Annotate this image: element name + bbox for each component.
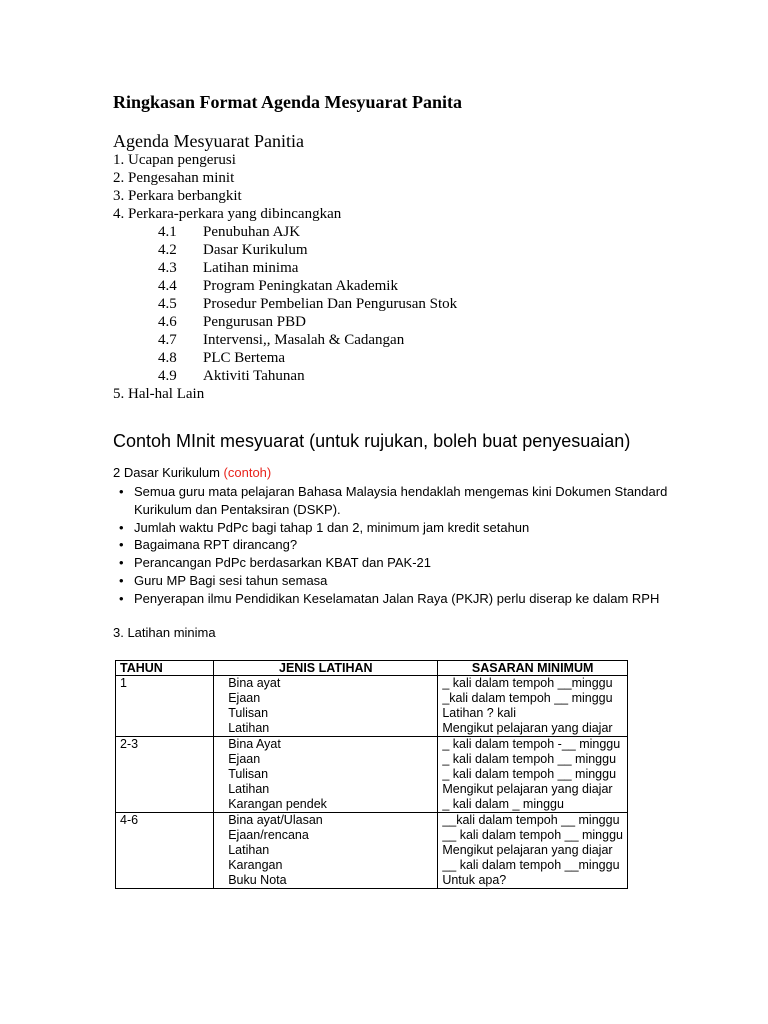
agenda-item: 4. Perkara-perkara yang dibincangkan <box>113 206 342 222</box>
cell-line: Mengikut pelajaran yang diajar <box>442 721 613 735</box>
agenda-sub-text: Dasar Kurikulum <box>203 242 308 258</box>
cell-line: Untuk apa? <box>442 873 507 887</box>
agenda-sub-number: 4.2 <box>158 242 177 258</box>
cell-line: Bina Ayat <box>228 737 281 751</box>
cell-line: _ kali dalam _ minggu <box>442 797 564 811</box>
document-title: Ringkasan Format Agenda Mesyuarat Panita <box>113 92 463 112</box>
header-sasaran-minimum: SASARAN MINIMUM <box>438 661 628 676</box>
agenda-sub-text: Intervensi,, Masalah & Cadangan <box>203 332 405 348</box>
cell-line: Latihan <box>228 721 270 735</box>
cell-line: Ejaan <box>228 752 261 766</box>
bullet-item: • Penyerapan ilmu Pendidikan Keselamatan Jalan Raya (PKJR) perlu diserap ke dalam RPH <box>113 590 673 608</box>
agenda-sub-text: Penubuhan AJK <box>203 224 301 240</box>
agenda-sub-item <box>113 313 457 331</box>
cell-jenis <box>214 737 438 813</box>
agenda-sub-text: PLC Bertema <box>203 350 286 366</box>
cell-line: Bina ayat <box>228 676 281 690</box>
cell-line: Tulisan <box>228 767 269 781</box>
agenda-sub-number: 4.9 <box>158 368 177 384</box>
cell-jenis <box>214 676 438 737</box>
bullet-item: • Bagaimana RPT dirancang? <box>113 536 673 554</box>
agenda-item: 2. Pengesahan minit <box>113 170 235 186</box>
agenda-sub-text: Pengurusan PBD <box>203 314 306 330</box>
agenda-sub-number: 4.3 <box>158 260 177 276</box>
agenda-item: 1. Ucapan pengerusi <box>113 152 236 168</box>
cell-line: Latihan <box>228 782 270 796</box>
section-2-title: 2 Dasar Kurikulum <box>113 465 224 480</box>
agenda-sub-text: Prosedur Pembelian Dan Pengurusan Stok <box>203 296 458 312</box>
cell-line: Buku Nota <box>228 873 287 887</box>
agenda-list <box>113 151 457 403</box>
table-row <box>116 813 628 889</box>
agenda-sub-text: Aktiviti Tahunan <box>203 368 305 384</box>
table-row <box>116 737 628 813</box>
agenda-sub-text: Latihan minima <box>203 260 299 276</box>
cell-sasaran <box>438 813 628 889</box>
cell-line: __ kali dalam tempoh __minggu <box>442 858 620 872</box>
section-2-heading <box>113 465 271 480</box>
header-tahun: TAHUN <box>116 661 214 676</box>
minit-heading: Contoh MInit mesyuarat (untuk rujukan, boleh buat penyesuaian) <box>113 431 631 451</box>
cell-line: __ kali dalam tempoh __ minggu <box>442 828 623 842</box>
section-3-heading: 3. Latihan minima <box>113 625 216 640</box>
agenda-sub-item <box>113 349 457 367</box>
cell-tahun: 2-3 <box>116 737 214 813</box>
cell-line: _ kali dalam tempoh __ minggu <box>442 752 617 766</box>
agenda-item: 3. Perkara berbangkit <box>113 188 242 204</box>
cell-line: __kali dalam tempoh __ minggu <box>442 813 620 827</box>
agenda-sub-item <box>113 223 457 241</box>
table-header-row <box>116 661 628 676</box>
bullet-item: • Guru MP Bagi sesi tahun semasa <box>113 572 673 590</box>
agenda-sub-item <box>113 331 457 349</box>
latihan-table <box>115 660 628 889</box>
bullet-item: • Semua guru mata pelajaran Bahasa Malaysia hendaklah mengemas kini Dokumen Standard Kurikulum dan Pentaksiran (DSKP). <box>113 483 673 519</box>
cell-line: Latihan ? kali <box>442 706 516 720</box>
agenda-sub-number: 4.1 <box>158 224 177 240</box>
agenda-sub-number: 4.8 <box>158 350 177 366</box>
header-jenis-latihan: JENIS LATIHAN <box>214 661 438 676</box>
bullet-item: • Perancangan PdPc berdasarkan KBAT dan PAK-21 <box>113 554 673 572</box>
agenda-item: 5. Hal-hal Lain <box>113 386 205 402</box>
cell-line: Ejaan/rencana <box>228 828 309 842</box>
cell-sasaran <box>438 676 628 737</box>
agenda-sub-item <box>113 367 457 385</box>
cell-line: Mengikut pelajaran yang diajar <box>442 843 613 857</box>
agenda-sub-text: Program Peningkatan Akademik <box>203 278 398 294</box>
cell-line: _kali dalam tempoh __ minggu <box>442 691 613 705</box>
cell-line: _ kali dalam tempoh -__ minggu <box>442 737 621 751</box>
cell-jenis <box>214 813 438 889</box>
agenda-sub-number: 4.7 <box>158 332 177 348</box>
agenda-sub-item <box>113 241 457 259</box>
cell-tahun: 4-6 <box>116 813 214 889</box>
bullet-item: • Jumlah waktu PdPc bagi tahap 1 dan 2, minimum jam kredit setahun <box>113 519 673 537</box>
agenda-sub-number: 4.5 <box>158 296 177 312</box>
agenda-sub-item <box>113 277 457 295</box>
cell-line: _ kali dalam tempoh __minggu <box>442 676 613 690</box>
cell-line: Bina ayat/Ulasan <box>228 813 323 827</box>
cell-sasaran <box>438 737 628 813</box>
cell-tahun: 1 <box>116 676 214 737</box>
agenda-heading: Agenda Mesyuarat Panitia <box>113 131 304 151</box>
agenda-sub-number: 4.4 <box>158 278 177 294</box>
agenda-sub-item <box>113 259 457 277</box>
cell-line: Mengikut pelajaran yang diajar <box>442 782 613 796</box>
agenda-sub-item <box>113 295 457 313</box>
agenda-sub-number: 4.6 <box>158 314 177 330</box>
cell-line: Karangan <box>228 858 283 872</box>
cell-line: _ kali dalam tempoh __ minggu <box>442 767 617 781</box>
cell-line: Karangan pendek <box>228 797 327 811</box>
cell-line: Tulisan <box>228 706 269 720</box>
table-row <box>116 676 628 737</box>
cell-line: Ejaan <box>228 691 261 705</box>
section-2-note: (contoh) <box>223 465 272 480</box>
cell-line: Latihan <box>228 843 270 857</box>
section-2-bullet-list <box>113 483 673 608</box>
